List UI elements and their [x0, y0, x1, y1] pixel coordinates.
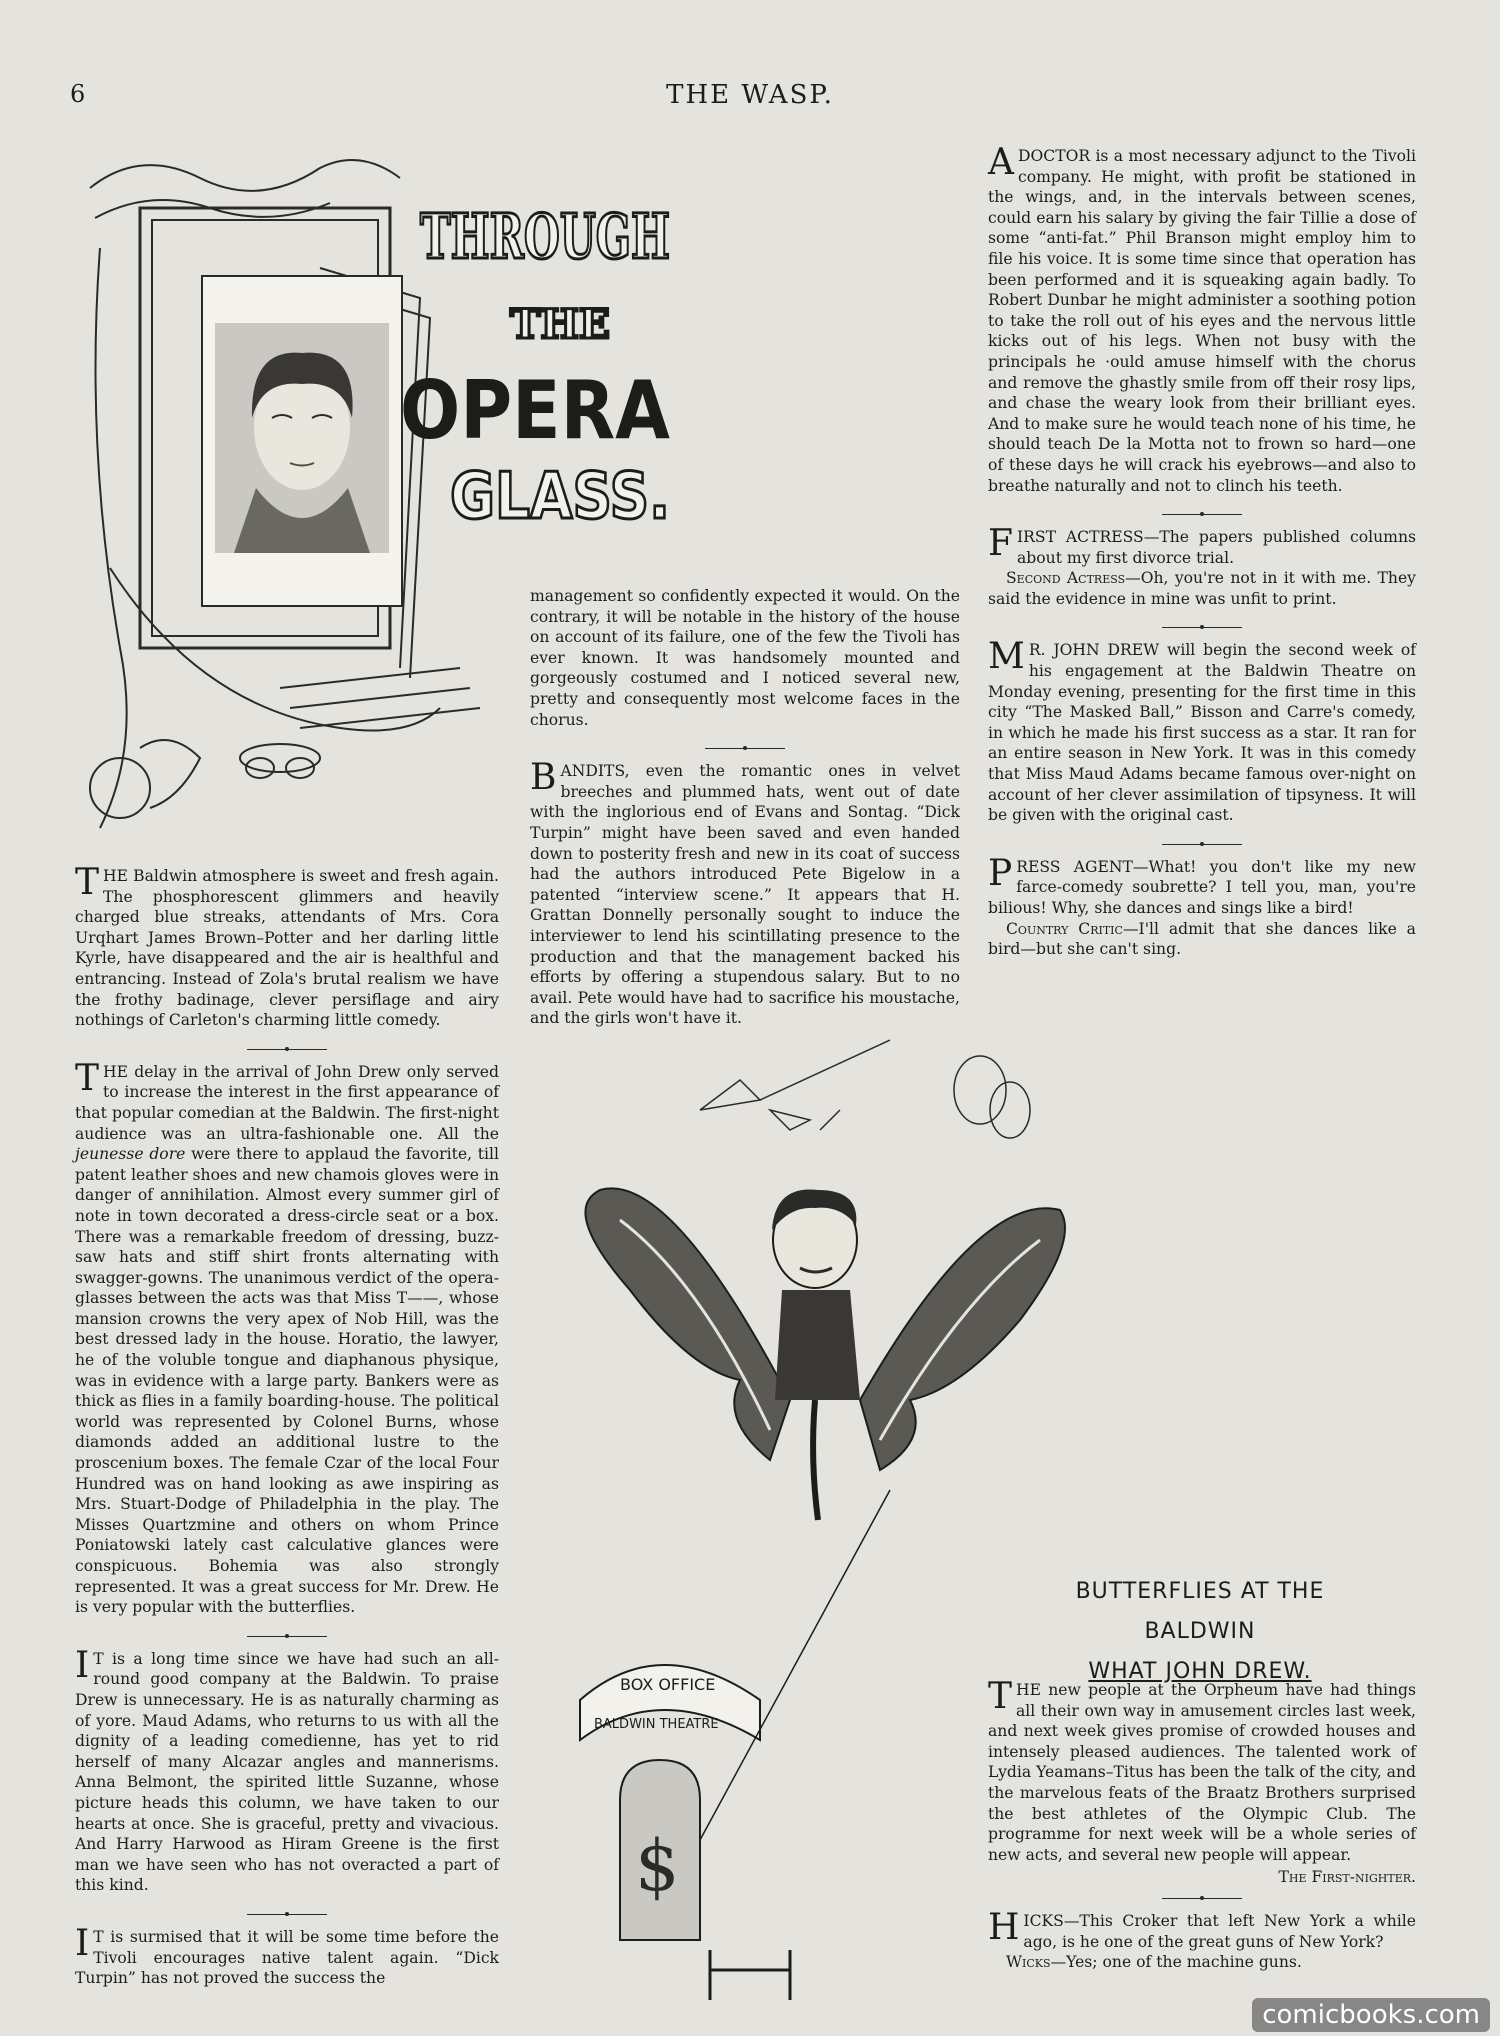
paragraph-text: R. JOHN DREW will begin the second week of his engagement at the Baldwin Theatre on Monday evening, presenting for the first time in this city “The Masked Ball,” Bisson and Carre's comedy, in which he made his first success as a star. It ran for an entire season in New York. It was in this comedy that Miss Maud Adams became famous over-night on account of her clever assimilation of tipsyness. It will be given with the original cast. [988, 641, 1416, 825]
paragraph-text: ICKS—This Croker that left New York a while ago, is he one of the great guns of New York? [1023, 1911, 1416, 1951]
paragraph-text: ANDITS, even the romantic ones in velvet breeches and plummed hats, went out of date with the inglorious end of Evans and Sontag. “Dick Turpin” might have been saved and even handed down to posterity fresh and new in its coat of success had the authors introduced Pete Bigelow in a patented “interview scene.” It appears that H. Grattan Donnelly personally sought to induce the interviewer to lend his scintillating presence to the production and that the management backed his efforts by offering a stupendous salary. But to no avail. Pete would have had to sacrifice his moustache, and the girls won't have it. [530, 762, 960, 1028]
cartoon-caption [1020, 1572, 1380, 1692]
section-divider [1162, 844, 1242, 845]
article-doctor [988, 142, 1416, 496]
dollar-sign: $ [635, 1825, 680, 1907]
section-divider [247, 1049, 327, 1050]
drop-cap: B [530, 757, 557, 799]
watermark: comicbooks.com [1252, 1998, 1490, 2032]
speaker-name: Second Actress [1006, 569, 1126, 588]
section-divider [247, 1636, 327, 1637]
drop-cap: I [75, 1922, 90, 1964]
section-divider [1162, 627, 1242, 628]
article-tivoli-continued [530, 586, 960, 730]
column-left [75, 862, 500, 2007]
paragraph-text: —I'll admit that she dances like a bird—but she can't sing. [988, 919, 1416, 959]
column-middle [530, 586, 960, 1047]
byline: The First-nighter. [1278, 1868, 1416, 1887]
column-lower-right [988, 1676, 1416, 1991]
small-insects [700, 1040, 1030, 1138]
article-hicks-wicks [988, 1906, 1416, 1973]
john-drew-figure [772, 1190, 860, 1401]
article-masked-ball [988, 636, 1416, 825]
article-good-company [75, 1644, 499, 1896]
box-office-sign-line1: BOX OFFICE [620, 1675, 716, 1694]
drop-cap: I [75, 1644, 90, 1686]
drop-cap: H [988, 1906, 1020, 1948]
paragraph-text: were there to applaud the favorite, till patent leather shoes and new chamois gloves were in danger of annihilation. Almost every summer girl of note in town decorated a dress-circle seat or a box. There was a remarkable freedom of dressing, buzz-saw hats and stiff shirt fronts alternating with swagger-gowns. The unanimous verdict of the opera-glasses between the acts was that Miss T——, whose mansion crowns the very apex of Nob Hill, was the best dressed lady in the house. Horatio, the lawyer, he of the voluble tongue and diaphanous physique, was in evidence with a large party. Bankers were as thick as flies in a family boarding-house. The political world was represented by Colonel Burns, whose diamonds added an additional lustre to the proscenium boxes. The female Czar of the local Four Hundred was on hand looking as awe inspiring as Mrs. Stuart-Dodge of Philadelphia in the play. The Misses Quartzmine and others on whom Prince Poniatowski lately cast calculative glances were conspicuous. Bohemia was also strongly represented. It was a great success for Mr. Drew. He is very popular with the butterflies. [75, 1145, 500, 1617]
section-divider [1162, 514, 1242, 515]
paragraph-text: —Oh, you're not in it with me. They said the evidence in mine was unfit to print. [988, 569, 1416, 608]
paragraph-text: T is a long time since we have had such an all-round good company at the Baldwin. To praise Drew is unnecessary. He is as naturally charming as of yore. Maud Adams, who returns to us with all the dignity of a leading comedienne, has yet to rid herself of many Alcazar angles and mannerisms. Anna Belmont, the spirited little Suzanne, whose picture heads this column, we have taken to our hearts at once. She is graceful, pretty and vivacious. And Harry Harwood as Hiram Greene is the first man we have seen who has not overacted a part of this kind. [75, 1649, 499, 1895]
paragraph-text: management so confidently expected it would. On the contrary, it will be notable in the history of the house on account of its failure, one of the few the Tivoli has ever known. It was handsomely mounted and gorgeously costumed and I noticed several new, pretty and consequently most welcome faces in the chorus. [530, 587, 960, 729]
article-baldwin-atmosphere [75, 862, 499, 1031]
drop-cap: M [988, 636, 1025, 678]
article-press-agent-dialogue [988, 852, 1416, 960]
article-bandits [530, 757, 960, 1029]
drop-cap: A [988, 142, 1014, 183]
paragraph-text: —Yes; one of the machine guns. [1050, 1953, 1302, 1972]
italic-phrase: jeunesse dore [75, 1145, 186, 1164]
drop-cap: P [988, 852, 1013, 894]
paragraph-text: HE delay in the arrival of John Drew only served to increase the interest in the first appearance of that popular comedian at the Baldwin. The first-night audience was an ultra-fashionable one. All the [75, 1062, 499, 1143]
section-divider [1162, 1898, 1242, 1899]
title-lettering [420, 200, 670, 348]
article-orpheum [988, 1676, 1416, 1888]
article-tivoli-native-talent [75, 1922, 499, 1989]
drop-cap: T [75, 1057, 100, 1099]
speaker-name: Wicks [1006, 1953, 1051, 1972]
drop-cap: F [988, 523, 1013, 565]
speaker-name: Country Critic [1006, 919, 1123, 938]
article-john-drew-arrival [75, 1057, 500, 1618]
drop-cap: T [75, 862, 100, 903]
section-divider [247, 1914, 327, 1915]
paragraph-text: DOCTOR is a most necessary adjunct to the Tivoli company. He might, with profit be stationed in the wings, and, in the intervals between scenes, could earn his salary by giving the fair Tillie a dose of some “anti-fat.” Phil Branson might employ him to file his voice. It is some time since that operation has been performed and it is squeaking again badly. To Robert Dunbar he might administer a soothing potion to take the roll out of his eyes and the nervous little kicks out of his legs. When not busy with the principals he ·ould amuse himself with the chorus and remove the ghastly smile from off their rosy lips, and chase the weary look from their brilliant eyes. And to make sure he would teach none of his time, he should teach De la Motta not to frown so hard—one of these days he will crack his eyebrows—and also to breathe naturally and not to clinch his teeth. [988, 147, 1416, 495]
article-actresses-dialogue [988, 523, 1416, 609]
box-office-sign-line2: BALDWIN THEATRE [594, 1717, 719, 1732]
paragraph-text: HE new people at the Orpheum have had things all their own way in amusement circles last week, and next week gives promise of crowded houses and intensely pleased audiences. The talented work of Lydia Yeamans–Titus has been the talk of the city, and the marvelous feats of the Braatz Brothers surprised the best athletes of the Olympic Club. The programme for next week will be a whole series of new acts, and several new people will appear. [988, 1681, 1416, 1864]
caption-line1: BUTTERFLIES AT THE BALDWIN [1075, 1579, 1325, 1644]
section-divider [705, 748, 785, 749]
paragraph-text: HE Baldwin atmosphere is sweet and fresh again. The phosphorescent glimmers and heavily charged blue streaks, attendants of Mrs. Cora Urqhart James Brown–Potter and her darling little Kyrle, have disappeared and the air is healthful and entrancing. Instead of Zola's brutal realism we have the frothy badinage, clever persiflage and airy nothings of Carleton's charming little comedy. [75, 867, 499, 1030]
paragraph-text: T is surmised that it will be some time before the Tivoli encourages native talent again. “Dick Turpin” has not proved the success the [75, 1927, 499, 1988]
title-glass: GLASS. [450, 460, 670, 534]
drop-cap: T [988, 1676, 1013, 1717]
page-number: 6 [70, 80, 86, 108]
title-opera: OPERA [400, 364, 671, 457]
box-office-booth [580, 1490, 890, 2000]
caption-line2: WHAT JOHN DREW. [1088, 1659, 1312, 1684]
title-the: THE [510, 301, 610, 348]
paragraph-text: RESS AGENT—What! you don't like my new farce-comedy soubrette? I tell you, man, you're bilious! Why, she dances and sings like a bird! [988, 857, 1416, 917]
title-through: THROUGH [420, 200, 670, 273]
masthead: THE WASP. [666, 80, 834, 110]
paragraph-text: IRST ACTRESS—The papers published columns about my first divorce trial. [1016, 528, 1416, 567]
column-right [988, 142, 1416, 978]
